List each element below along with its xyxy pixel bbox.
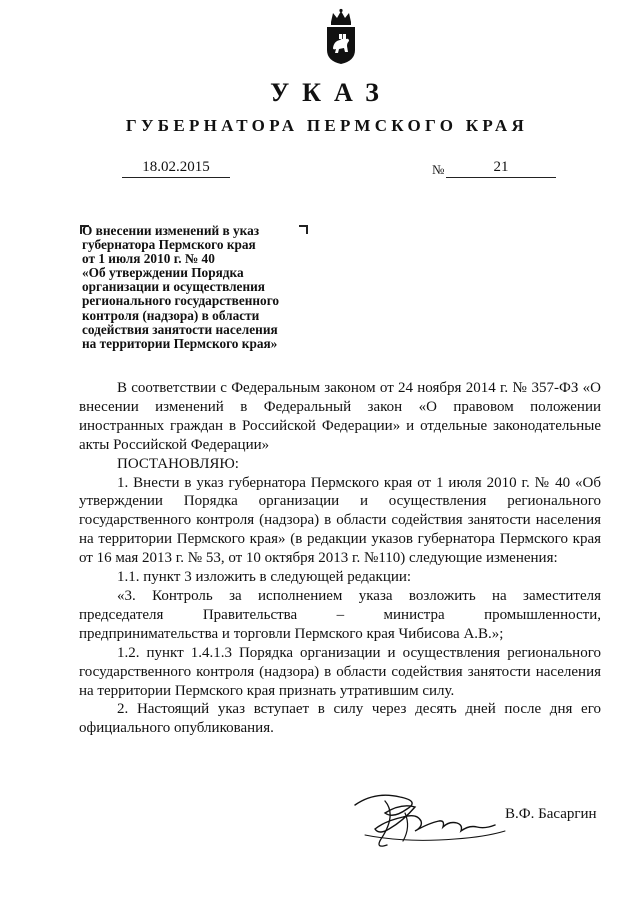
document-date: 18.02.2015 <box>122 158 230 178</box>
document-subtitle: ГУБЕРНАТОРА ПЕРМСКОГО КРАЯ <box>125 116 529 135</box>
document-title: УКАЗ <box>270 78 392 107</box>
subject-line: губернатора Пермского края <box>82 237 256 253</box>
document-number: 21 <box>446 158 556 178</box>
subject-line: регионального государственного <box>82 293 280 309</box>
decree-keyword: ПОСТАНОВЛЯЮ: <box>117 455 239 472</box>
signature-icon <box>345 783 515 858</box>
clause-paragraph: 1.1. пункт 3 изложить в следующей редакции: <box>117 569 412 586</box>
subject-line: содействия занятости населения <box>82 321 278 337</box>
subject-line: организации и осуществления <box>82 279 265 295</box>
number-sign: № <box>432 162 445 177</box>
subject-block <box>82 224 322 351</box>
subject-line: «Об утверждении Порядка <box>82 265 244 281</box>
document-body <box>79 379 601 738</box>
clause-paragraph: 1.2. пункт 1.4.1.3 Порядка организации и осуществления регионального государственного контроля (надзора) в области содействия занятости населения на территории Пермского края признать утратившим силу. <box>79 644 601 699</box>
subject-line: на территории Пермского края» <box>82 335 278 351</box>
clause-paragraph: «3. Контроль за исполнением указа возложить на заместителя председателя Правительства – министра промышленности, предпринимательства и торговли Пермского края Чибисова А.В.»; <box>79 587 601 642</box>
clause-paragraph: 2. Настоящий указ вступает в силу через десять дней после дня его официального опубликования. <box>79 701 601 737</box>
preamble-paragraph: В соответствии с Федеральным законом от 24 ноября 2014 г. № 357-ФЗ «О внесении изменений в Федеральный закон «О правовом положении иностранных граждан в Российской Федерации» и отдельные законодательные акты Российской Федерации» <box>79 380 601 453</box>
clause-paragraph: 1. Внести в указ губернатора Пермского края от 1 июля 2010 г. № 40 «Об утверждении Порядка организации и осуществления регионального государственного контроля (надзора) в области содействия занятости населения на территории Пермского края» (в редакции указов губернатора Пермского края от 16 мая 2013 г. № 53, от 10 октября 2013 г. №110) следующие изменения: <box>79 474 601 567</box>
subject-line: О внесении изменений в указ <box>82 223 260 238</box>
coat-of-arms-icon <box>321 8 361 66</box>
signatory-name: В.Ф. Басаргин <box>505 806 597 822</box>
subject-line: контроля (надзора) в области <box>82 307 260 323</box>
subject-line: от 1 июля 2010 г. № 40 <box>82 251 215 267</box>
